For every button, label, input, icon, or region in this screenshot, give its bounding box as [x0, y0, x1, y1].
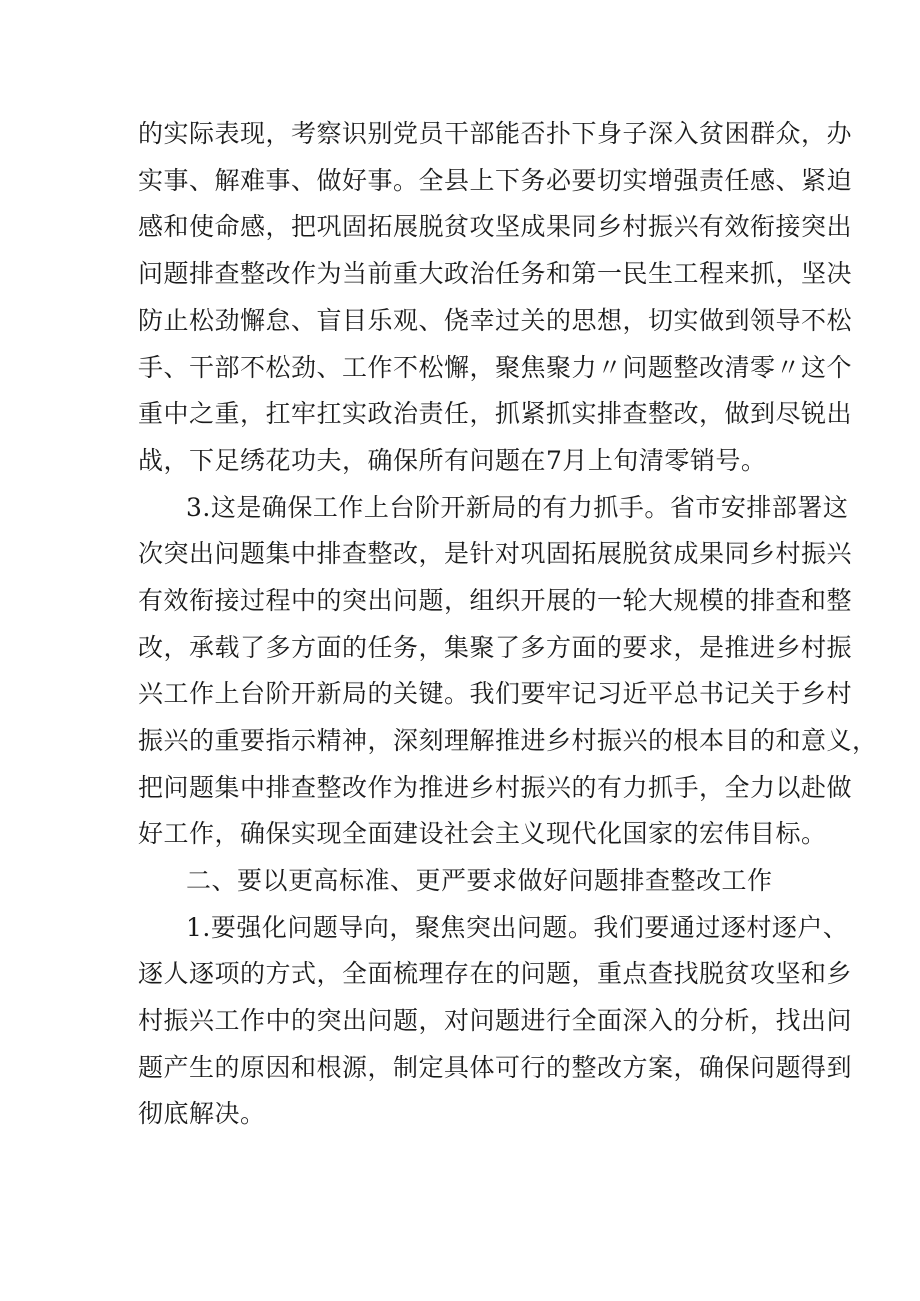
section-heading: 二、要以更高标准、更严要求做好问题排查整改工作 [186, 866, 773, 895]
paragraph-line: 题产生的原因和根源，制定具体可行的整改方案，确保问题得到 [138, 1053, 853, 1082]
paragraph-line: 的实际表现，考察识别党员干部能否扑下身子深入贫困群众，办 [138, 119, 853, 148]
paragraph-line: 有效衔接过程中的突出问题，组织开展的一轮大规模的排查和整 [138, 586, 853, 615]
paragraph-line: 彻底解决。 [138, 1099, 266, 1128]
paragraph-line: 3.这是确保工作上台阶开新局的有力抓手。省市安排部署这 [186, 493, 849, 522]
paragraph-line: 村振兴工作中的突出问题，对问题进行全面深入的分析，找出问 [138, 1006, 853, 1035]
paragraph-line: 手、干部不松劲、工作不松懈，聚焦聚力〃问题整改清零〃这个 [138, 353, 853, 382]
paragraph-line: 感和使命感，把巩固拓展脱贫攻坚成果同乡村振兴有效衔接突出 [138, 212, 853, 241]
paragraph-line: 实事、解难事、做好事。全县上下务必要切实增强责任感、紧迫 [138, 166, 853, 195]
paragraph-line: 振兴的重要指示精神，深刻理解推进乡村振兴的根本目的和意义， [138, 726, 878, 755]
paragraph-line: 兴工作上台阶开新局的关键。我们要牢记习近平总书记关于乡村 [138, 679, 853, 708]
paragraph-line: 重中之重，扛牢扛实政治责任，抓紧抓实排查整改，做到尽锐出 [138, 399, 853, 428]
paragraph-line: 逐人逐项的方式，全面梳理存在的问题，重点查找脱贫攻坚和乡 [138, 959, 853, 988]
paragraph-line: 把问题集中排查整改作为推进乡村振兴的有力抓手，全力以赴做 [138, 773, 853, 802]
paragraph-line: 次突出问题集中排查整改，是针对巩固拓展脱贫成果同乡村振兴 [138, 539, 853, 568]
paragraph-line: 1.要强化问题导向，聚焦突出问题。我们要通过逐村逐户、 [186, 913, 849, 942]
paragraph-line: 战，下足绣花功夫，确保所有问题在7月上旬清零销号。 [138, 446, 767, 475]
paragraph-line: 改，承载了多方面的任务，集聚了多方面的要求，是推进乡村振 [138, 633, 853, 662]
paragraph-line: 问题排查整改作为当前重大政治任务和第一民生工程来抓，坚决 [138, 259, 853, 288]
paragraph-line: 好工作，确保实现全面建设社会主义现代化国家的宏伟目标。 [138, 819, 827, 848]
paragraph-line: 防止松劲懈怠、盲目乐观、侥幸过关的思想，切实做到领导不松 [138, 306, 853, 335]
